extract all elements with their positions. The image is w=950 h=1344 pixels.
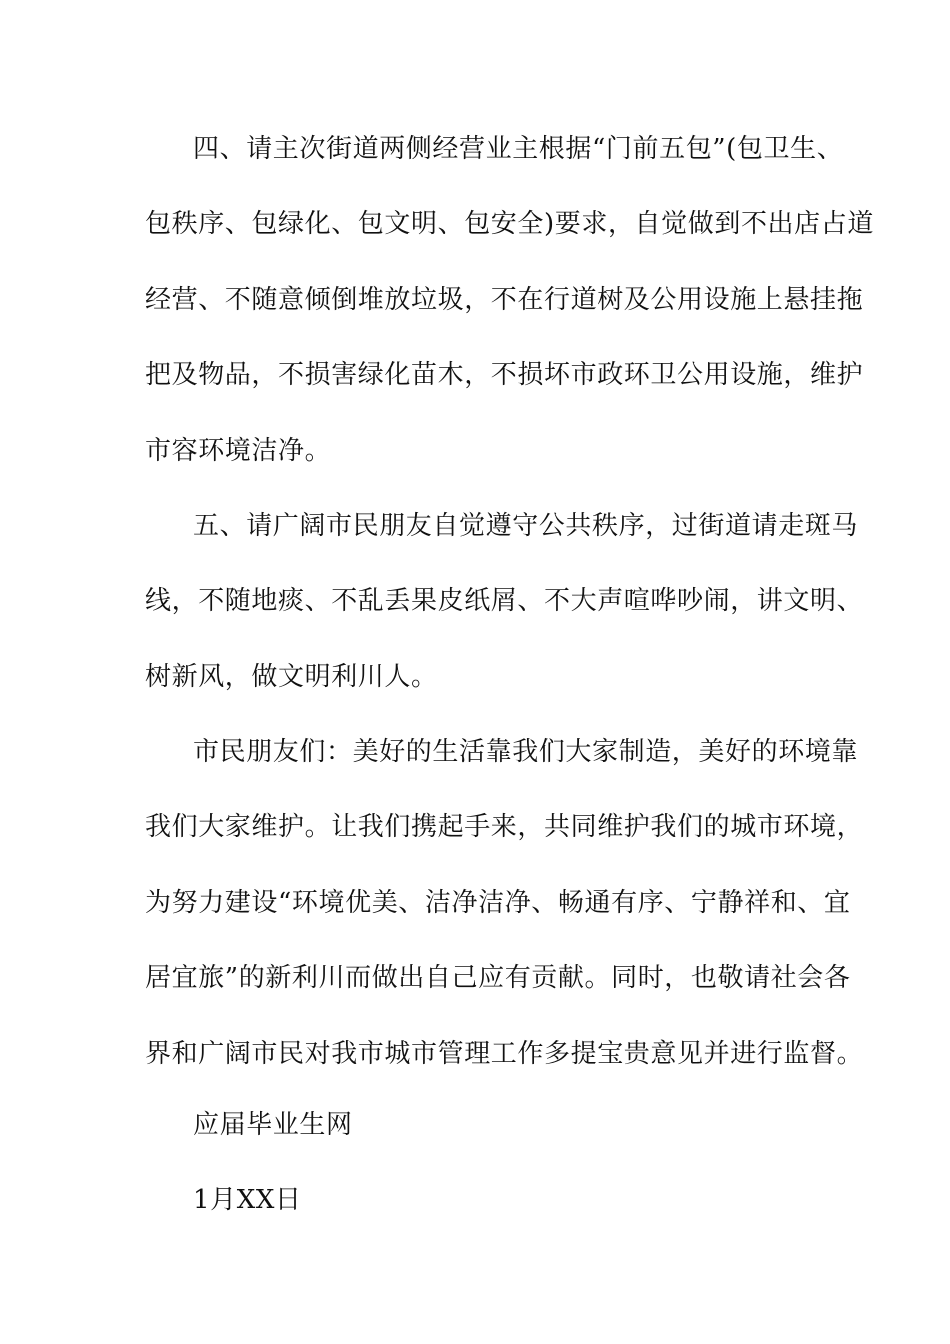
signature: 应届毕业生网 — [193, 1110, 353, 1140]
closing-line-2: 我们大家维护。让我们携起手来，共同维护我们的城市环境， — [145, 812, 864, 842]
paragraph-4-line-4: 把及物品，不损害绿化苗木，不损坏市政环卫公用设施，维护 — [145, 360, 864, 390]
paragraph-4-line-5: 市容环境洁净。 — [145, 436, 332, 466]
paragraph-5-line-3: 树新风，做文明利川人。 — [145, 662, 438, 692]
closing-line-1: 市民朋友们：美好的生活靠我们大家制造，美好的环境靠 — [193, 737, 859, 767]
closing-line-3: 为努力建设“环境优美、洁净洁净、畅通有序、宁静祥和、宜 — [145, 888, 851, 918]
paragraph-5-line-1: 五、请广阔市民朋友自觉遵守公共秩序，过街道请走斑马 — [193, 511, 859, 541]
paragraph-4-line-3: 经营、不随意倾倒堆放垃圾，不在行道树及公用设施上悬挂拖 — [145, 285, 864, 315]
closing-line-4: 居宜旅”的新利川而做出自己应有贡献。同时，也敬请社会各 — [145, 963, 851, 993]
closing-line-5: 界和广阔市民对我市城市管理工作多提宝贵意见并进行监督。 — [145, 1039, 864, 1069]
paragraph-5-line-2: 线，不随地痰、不乱丢果皮纸屑、不大声喧哗吵闹，讲文明、 — [145, 586, 864, 616]
date: 1月XX日 — [193, 1185, 302, 1215]
paragraph-4-line-2: 包秩序、包绿化、包文明、包安全)要求，自觉做到不出店占道 — [145, 209, 874, 239]
paragraph-4-line-1: 四、请主次街道两侧经营业主根据“门前五包”(包卫生、 — [193, 134, 844, 164]
